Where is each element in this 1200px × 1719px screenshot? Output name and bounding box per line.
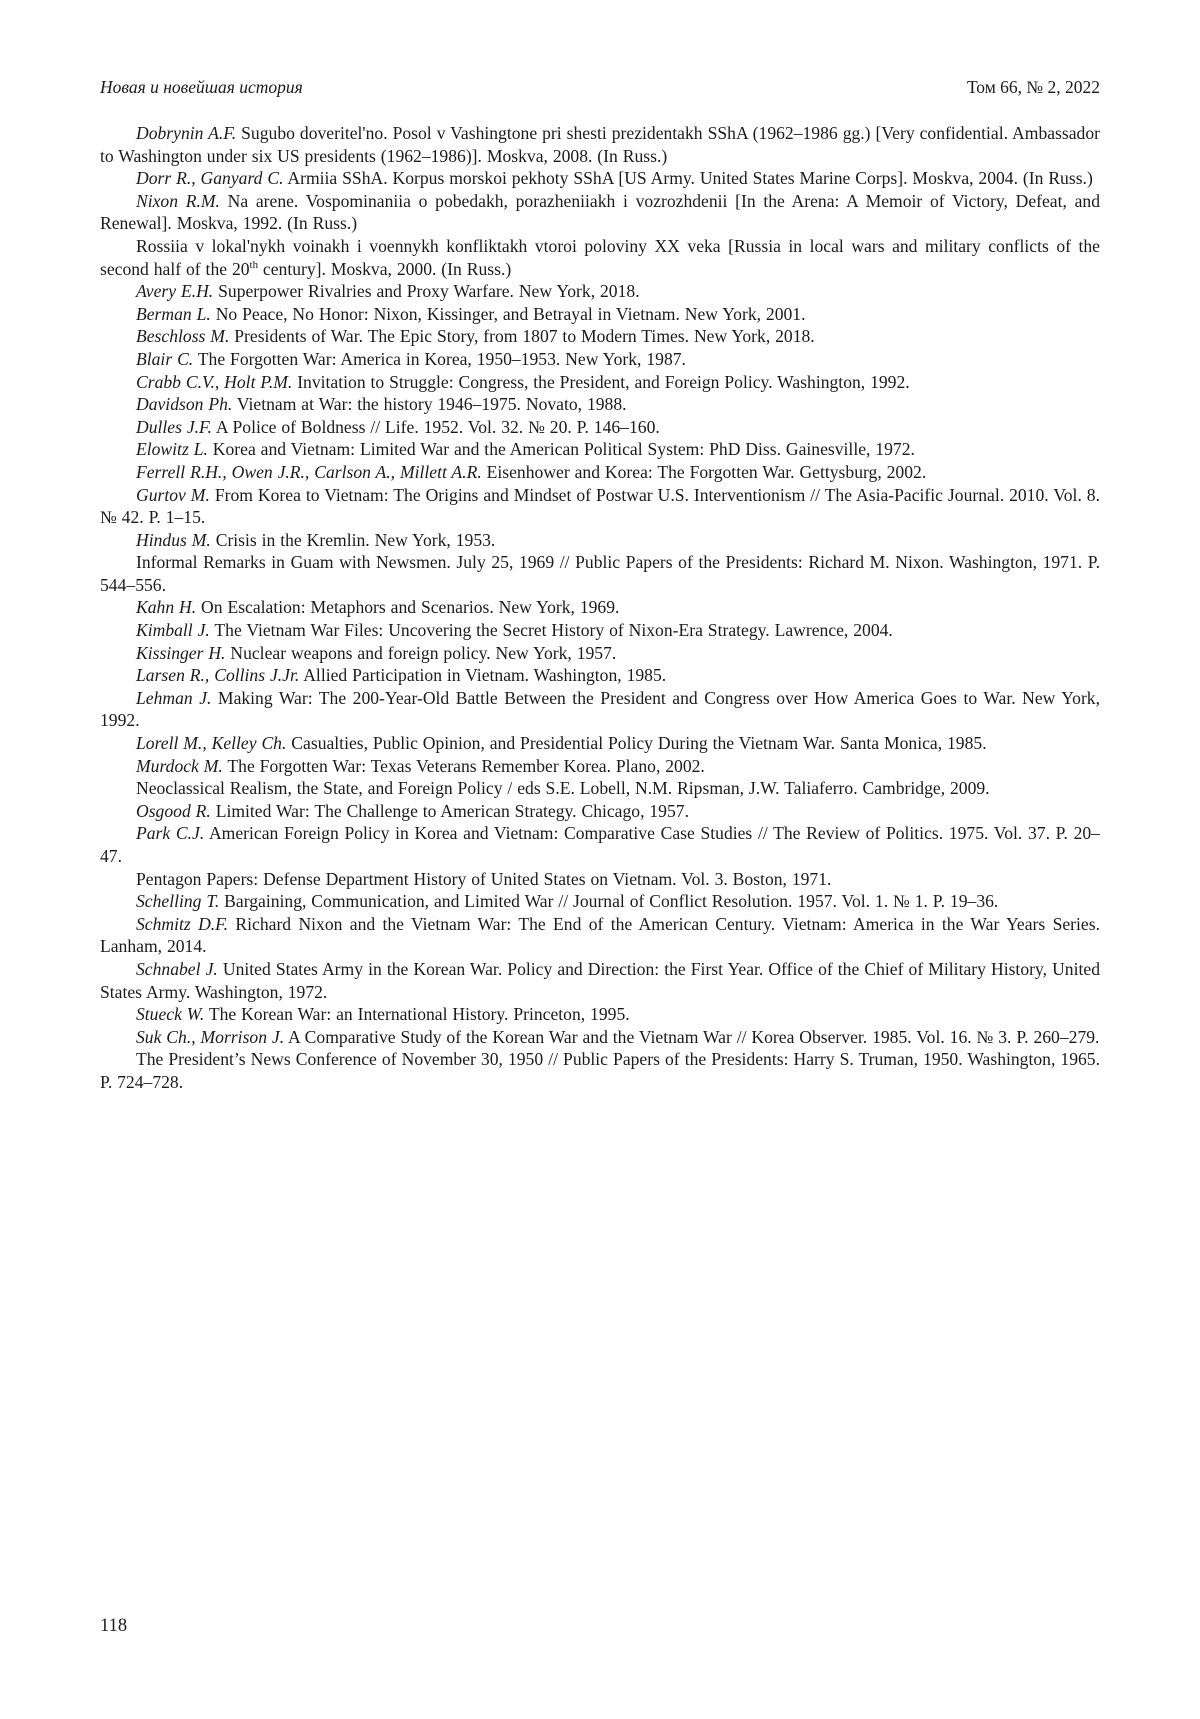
reference-author: Avery E.H. xyxy=(136,281,214,302)
page-header xyxy=(100,76,1100,98)
reference-entry xyxy=(100,551,1100,596)
reference-entry xyxy=(100,484,1100,529)
reference-text: Invitation to Struggle: Congress, the President, and Foreign Policy. Washington, 1992. xyxy=(297,371,910,392)
reference-entry xyxy=(100,393,1100,416)
reference-text: Informal Remarks in Guam with Newsmen. July 25, 1969 // Public Papers of the Presidents: Richard M. Nixon. Washington, 1971. P. 544–556. xyxy=(100,552,1100,595)
reference-text: Na arene. Vospominaniia o pobedakh, porazheniiakh i vozrozhdenii [In the Arena: A Memoir of Victory, Defeat, and Renewal]. Moskva, 1992. (In Russ.) xyxy=(100,190,1101,234)
reference-author: Nixon R.M. xyxy=(136,190,220,211)
issue-info: Том 66, № 2, 2022 xyxy=(966,77,1100,97)
reference-entry xyxy=(100,732,1100,755)
reference-text: Casualties, Public Opinion, and Presidential Policy During the Vietnam War. Santa Monica, 1985. xyxy=(291,733,987,754)
reference-text: Rossiia v lokal'nykh voinakh i voennykh konfliktakh vtoroi poloviny XX veka [Russia in local wars and military conflicts of the second half of the 20 xyxy=(100,235,1100,279)
reference-entry xyxy=(100,235,1100,280)
reference-author: Berman L. xyxy=(136,303,211,324)
reference-text: Korea and Vietnam: Limited War and the American Political System: PhD Diss. Gainesville, 1972. xyxy=(212,439,915,460)
reference-entry xyxy=(100,687,1100,732)
reference-author: Schmitz D.F. xyxy=(136,913,229,934)
reference-author: Kissinger H. xyxy=(136,642,226,663)
reference-author: Dulles J.F. xyxy=(136,416,212,437)
reference-author: Kahn H. xyxy=(136,597,197,618)
reference-author: Blair C. xyxy=(136,348,194,369)
reference-text: Sugubo doveritel'no. Posol v Vashingtone pri shesti prezidentakh SShA (1962–1986 gg.) [Very confidential. Ambassador to Washington under six US presidents (1962–1986)]. Moskva, 2008. (In Russ.) xyxy=(100,123,1101,166)
reference-text: Richard Nixon and the Vietnam War: The End of the American Century. Vietnam: America in the War Years Series. Lanham, 2014. xyxy=(100,913,1100,957)
reference-text: Eisenhower and Korea: The Forgotten War. Gettysburg, 2002. xyxy=(486,461,927,482)
reference-entry xyxy=(100,596,1100,619)
reference-entry xyxy=(100,777,1100,800)
reference-author: Davidson Ph. xyxy=(136,394,233,415)
reference-entry xyxy=(100,868,1100,891)
reference-entry xyxy=(100,800,1100,823)
reference-text: Armiia SShA. Korpus morskoi pekhoty SShA [US Army. United States Marine Corps]. Moskva, 2004. (In Russ.) xyxy=(287,168,1093,189)
reference-text: Pentagon Papers: Defense Department History of United States on Vietnam. Vol. 3. Boston, 1971. xyxy=(136,868,832,889)
reference-text: The President’s News Conference of November 30, 1950 // Public Papers of the Presidents: Harry S. Truman, 1950. Washington, 1965. P. 724–728. xyxy=(100,1049,1100,1092)
page-number: 118 xyxy=(100,1616,128,1636)
reference-entry xyxy=(100,913,1100,958)
reference-text: On Escalation: Metaphors and Scenarios. New York, 1969. xyxy=(201,597,620,618)
journal-title: Новая и новейшая история xyxy=(100,77,303,97)
reference-author: Park C.J. xyxy=(136,823,205,844)
reference-text: No Peace, No Honor: Nixon, Kissinger, and Betrayal in Vietnam. New York, 2001. xyxy=(215,303,806,324)
reference-text: The Vietnam War Files: Uncovering the Secret History of Nixon-Era Strategy. Lawrence, 2004. xyxy=(214,620,893,641)
reference-entry xyxy=(100,280,1100,303)
reference-entry xyxy=(100,664,1100,687)
reference-author: Lehman J. xyxy=(136,687,212,708)
reference-author: Dobrynin A.F. xyxy=(136,123,237,143)
reference-author: Kimball J. xyxy=(136,620,210,641)
reference-author: Osgood R. xyxy=(136,800,211,821)
reference-text: The Forgotten War: Texas Veterans Remember Korea. Plano, 2002. xyxy=(227,755,705,776)
reference-entry xyxy=(100,619,1100,642)
reference-author: Dorr R., Ganyard C. xyxy=(136,168,284,189)
reference-author: Suk Ch., Morrison J. xyxy=(136,1026,285,1047)
reference-entry xyxy=(100,190,1100,235)
reference-text: Superpower Rivalries and Proxy Warfare. New York, 2018. xyxy=(218,281,640,302)
reference-entry xyxy=(100,890,1100,913)
reference-author: Schelling T. xyxy=(136,891,220,912)
reference-text: From Korea to Vietnam: The Origins and Mindset of Postwar U.S. Interventionism // The Asia-Pacific Journal. 2010. Vol. 8. № 42. P. 1–15. xyxy=(100,484,1101,528)
reference-author: Hindus M. xyxy=(136,529,211,550)
reference-text: Neoclassical Realism, the State, and Foreign Policy / eds S.E. Lobell, N.M. Ripsman, J.W. Taliaferro. Cambridge, 2009. xyxy=(136,778,990,799)
reference-text: A Police of Boldness // Life. 1952. Vol. 32. № 20. P. 146–160. xyxy=(215,416,660,437)
reference-author: Elowitz L. xyxy=(136,439,208,460)
reference-text: Presidents of War. The Epic Story, from 1807 to Modern Times. New York, 2018. xyxy=(234,326,815,347)
reference-author: Beschloss M. xyxy=(136,326,230,347)
reference-entry xyxy=(100,958,1100,1003)
reference-author: Larsen R., Collins J.Jr. xyxy=(136,665,300,686)
reference-entry xyxy=(100,642,1100,665)
reference-text: Crisis in the Kremlin. New York, 1953. xyxy=(215,529,496,550)
reference-entry xyxy=(100,1026,1100,1049)
reference-text: American Foreign Policy in Korea and Vietnam: Comparative Case Studies // The Review of Politics. 1975. Vol. 37. P. 20–47. xyxy=(100,823,1100,866)
reference-text: Nuclear weapons and foreign policy. New York, 1957. xyxy=(230,642,617,663)
references-list xyxy=(100,122,1100,1094)
reference-entry xyxy=(100,822,1100,867)
reference-entry xyxy=(100,755,1100,778)
reference-text: Vietnam at War: the history 1946–1975. Novato, 1988. xyxy=(236,394,627,415)
reference-author: Crabb C.V., Holt P.M. xyxy=(136,371,293,392)
reference-entry xyxy=(100,416,1100,439)
reference-text: Limited War: The Challenge to American Strategy. Chicago, 1957. xyxy=(215,800,689,821)
reference-text: Bargaining, Communication, and Limited War // Journal of Conflict Resolution. 1957. Vol. 1. № 1. P. 19–36. xyxy=(224,891,999,912)
reference-entry xyxy=(100,1048,1100,1093)
reference-entry xyxy=(100,1003,1100,1026)
reference-text: Making War: The 200-Year-Old Battle Between the President and Congress over How America Goes to War. New York, 1992. xyxy=(100,687,1100,731)
reference-entry xyxy=(100,461,1100,484)
reference-author: Murdock M. xyxy=(136,755,223,776)
reference-entry xyxy=(100,529,1100,552)
reference-text: The Korean War: an International History. Princeton, 1995. xyxy=(208,1004,630,1025)
reference-author: Ferrell R.H., Owen J.R., Carlson A., Millett A.R. xyxy=(136,461,482,482)
reference-entry xyxy=(100,167,1100,190)
reference-entry xyxy=(100,303,1100,326)
reference-text: A Comparative Study of the Korean War and the Vietnam War // Korea Observer. 1985. Vol. 16. № 3. P. 260–279. xyxy=(288,1026,1100,1047)
reference-entry xyxy=(100,122,1100,167)
reference-text-continued: century]. Moskva, 2000. (In Russ.) xyxy=(258,258,512,279)
reference-author: Gurtov M. xyxy=(136,484,210,505)
reference-author: Lorell M., Kelley Ch. xyxy=(136,733,287,754)
reference-entry xyxy=(100,371,1100,394)
reference-entry xyxy=(100,438,1100,461)
reference-entry xyxy=(100,348,1100,371)
reference-text: The Forgotten War: America in Korea, 1950–1953. New York, 1987. xyxy=(197,348,686,369)
reference-text: Allied Participation in Vietnam. Washington, 1985. xyxy=(303,665,667,686)
reference-author: Schnabel J. xyxy=(136,958,218,979)
reference-author: Stueck W. xyxy=(136,1004,205,1025)
superscript-ordinal: th xyxy=(249,258,259,271)
reference-text: United States Army in the Korean War. Policy and Direction: the First Year. Office of the Chief of Military History, United States Army. Washington, 1972. xyxy=(100,958,1100,1002)
reference-entry xyxy=(100,325,1100,348)
